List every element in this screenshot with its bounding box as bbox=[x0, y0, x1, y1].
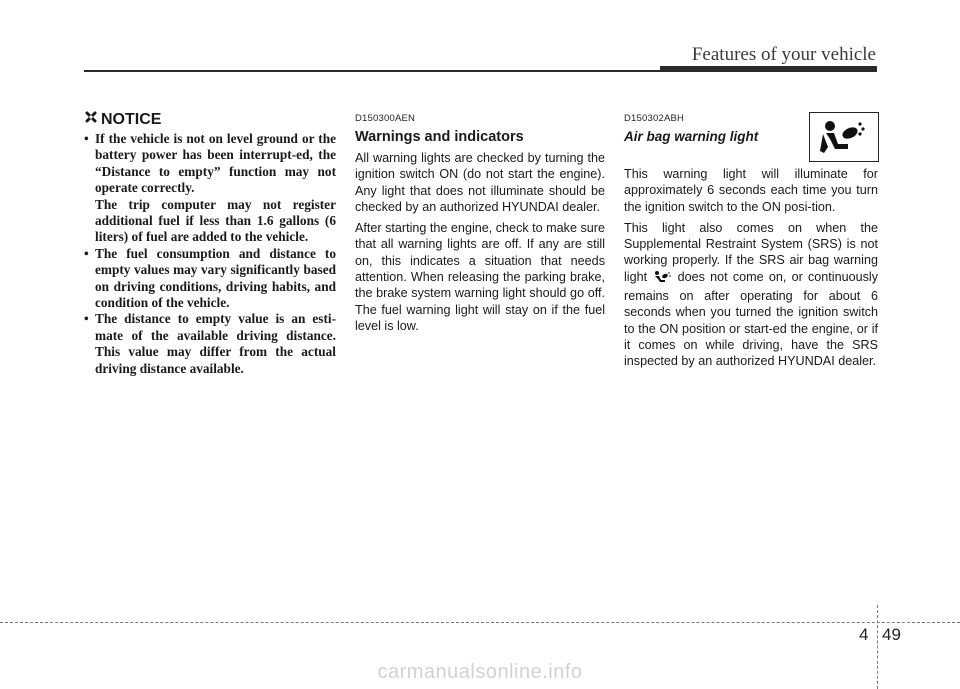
watermark: carmanualsonline.info bbox=[377, 661, 583, 683]
notice-item: • The distance to empty value is an esti-mate of the available driving distance. This value may differ from the actual driving distance available. bbox=[84, 311, 336, 376]
notice-item: • The fuel consumption and distance to empty values may vary significantly based on driving conditions, driving habits, and condition of the vehicle. bbox=[84, 245, 336, 311]
notice-item: • If the vehicle is not on level ground or the battery power has been interrupt-ed, the “Distance to empty” function may not operate correctly. The trip computer may not register additional fuel if less than 1.6 gallons (6 liters) of fuel are added to the vehicle. bbox=[84, 131, 336, 245]
notice-list bbox=[84, 131, 336, 377]
section-code: D150300AEN bbox=[355, 113, 416, 124]
header-rule-accent bbox=[660, 66, 877, 72]
warnings-column bbox=[355, 110, 605, 339]
paragraph: All warning lights are checked by turning the ignition switch ON (do not start the engine). Any light that does not illuminate should be checked by an authorized HYUNDAI dealer. bbox=[355, 151, 605, 214]
section-header-title: Features of your vehicle bbox=[691, 44, 876, 65]
notice-heading bbox=[84, 110, 336, 129]
paragraph: This light also comes on when the Supplemental Restraint System (SRS) is not working properly. If the SRS air bag warning light does not come on, or continuously remains on after operating for about 6 seconds when you turned the ignition switch to the ON position or start-ed the engine, or if it comes on while driving, have the SRS inspected by an authorized HYUNDAI dealer. bbox=[624, 220, 879, 369]
section-title: Warnings and indicators bbox=[355, 129, 524, 145]
cross-star-icon bbox=[84, 110, 98, 129]
airbag-inline-icon bbox=[652, 270, 672, 288]
paragraph: After starting the engine, check to make sure that all warning lights are off. If any are still on, this indicates a situation that needs attention. When releasing the parking brake, the brake system warning light should go off. The fuel warning light will stay on if the fuel level is low. bbox=[355, 221, 605, 333]
notice-heading-label: NOTICE bbox=[101, 110, 162, 128]
page-number: 49 bbox=[882, 625, 901, 644]
airbag-column bbox=[624, 110, 878, 375]
paragraph: This warning light will illuminate for approximately 6 seconds each time you turn the ignition switch to the ON posi-tion. bbox=[624, 167, 878, 214]
section-title: Air bag warning light bbox=[624, 129, 759, 144]
header-rule bbox=[84, 70, 664, 72]
notice-column bbox=[84, 110, 336, 377]
section-code: D150302ABH bbox=[624, 113, 685, 124]
footer-rule bbox=[0, 622, 960, 623]
chapter-number: 4 bbox=[859, 625, 869, 644]
notice-item-extra: The trip computer may not register additional fuel if less than 1.6 gallons (6 liters) of fuel are added to the vehicle. bbox=[95, 196, 336, 245]
